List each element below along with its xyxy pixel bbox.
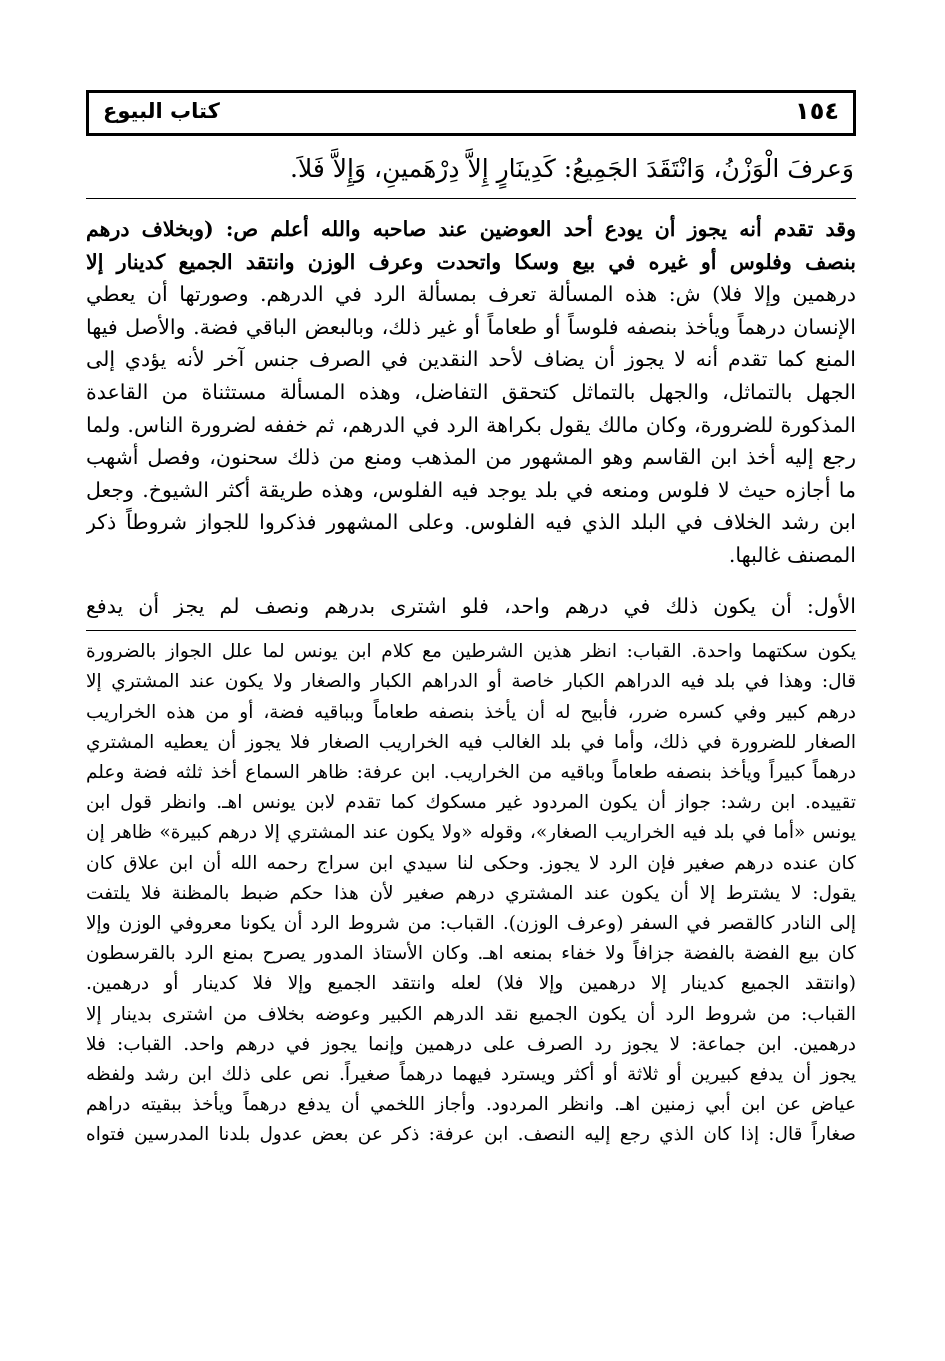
commentary-body [86, 213, 856, 622]
book-title: كتاب البيوع [103, 99, 220, 123]
note-line: درهمين. ابن جماعة: لا يجوز رد الصرف على درهمين وإنما يجوز في درهم واحد. القباب: فلا [86, 1033, 856, 1055]
note-line: يقول: لا يشترط إلا أن يكون عند المشتري درهم صغير لأن هذا حكم ضبط بالمظنة فلا يلتفت [86, 882, 856, 904]
matn-divider [86, 198, 856, 199]
body-line: المذكورة للضرورة، وكان مالك يقول بكراهة الرد في الدرهم، ثم خففه لضرورة الناس. ولما [86, 412, 856, 437]
note-line: صغاراً قال: إذا كان الذي رجع إليه النصف. ابن عرفة: ذكر عن بعض عدول بلدنا المدرسين فتواه [86, 1124, 856, 1146]
matn-line: وَعرفَ الْوَزْنُ، وَانْتَقَدَ الجَمِيعُ: كَدِينَارٍ إِلاَّ دِرْهَمينِ، وَإِلاَّ فَلاَ. [290, 154, 854, 183]
note-line: عياض عن ابن أبي زمنين اهـ. وانظر المردود. وأجاز اللخمي أن يدفع درهماً ويأخذ ببقيته دراهم [86, 1094, 856, 1116]
body-line: المنع كما تقدم أنه لا يجوز أن يضاف لأحد النقدين في الصرف جنس آخر لأنه يؤدي إلى [86, 347, 856, 372]
body-line: درهمين وإلا فلا) ش: هذه المسألة تعرف بمسألة الرد في الدرهم. وصورتها أن يعطي [86, 282, 856, 307]
body-line: ما أجازه حيث لا فلوس ومنعه في بلد يوجد فيه الفلوس، وهذه طريقة أكثر الشيوخ. وجعل [86, 477, 856, 502]
note-line: درهماً كبيراً ويأخذ بنصفه طعاماً وباقيه من الخراريب. ابن عرفة: ظاهر السماع أخذ ثلثه فضة وعلم [86, 761, 856, 783]
note-line: يونس «أما في بلد فيه الخراريب الصغار»، وقوله «ولا يكون عند المشتري إلا درهم كبيرة» ظاهر إن [86, 822, 856, 844]
note-line: يجوز أن يدفع كبيرين أو ثلاثة أو أكثر ويسترد فيهما درهماً صغيراً. نص على ذلك ابن رشد ولفظه [86, 1063, 856, 1085]
body-line: رجع إليه أخذ ابن القاسم وهو المشهور من المذهب ومنع من ذلك سحنون، وفصل أشهب [86, 445, 856, 470]
note-line: إلى النادر كالقصر في السفر (وعرف الوزن). القباب: من شروط الرد أن يكونا معروفي الوزن وإلا [86, 912, 856, 934]
body-line: الجهل بالتماثل، والجهل بالتماثل كتحقق التفاضل، وهذه المسألة مستثناة من القاعدة [86, 379, 856, 404]
body-line: ابن رشد الخلاف في البلد الذي فيه الفلوس. وعلى المشهور فذكروا للجواز شروطاً ذكر [86, 510, 856, 535]
page-header [86, 90, 856, 136]
note-line: درهم كبير وفي كسره ضرر، فأبيح له أن يأخذ بنصفه طعاماً وبباقيه فضة، أو من هذه الخراريب [86, 701, 856, 723]
footnote-divider [86, 630, 856, 631]
note-line: (وانتقد الجميع كدينار إلا درهمين وإلا فلا) لعله وانتقد الجميع وإلا فلا كدينار أو درهمين. [86, 973, 856, 995]
note-line: كان عنده درهم صغير فإن الرد لا يجوز. وحكى لنا سيدي ابن سراج رحمه الله أن ابن علاق كان [86, 852, 856, 874]
note-line: كان بيع الفضة بالفضة جزافاً ولا خفاء بمنعه اهـ. وكان الأستاذ المدور يصرح بمنع الرد بالقرسطون [86, 943, 856, 965]
body-line: المصنف غالبها. [728, 542, 856, 567]
page-number: ١٥٤ [795, 97, 839, 125]
note-line: تقييده. ابن رشد: جواز أن يكون المردود غير مسكوك كما تقدم لابن يونس اهـ. وانظر قول ابن [86, 792, 856, 814]
note-line: يكون سكتهما واحدة. القباب: انظر هذين الشرطين مع كلام ابن يونس لما علل الجواز بالضرورة [86, 641, 856, 663]
note-line: القباب: من شروط الرد أن يكون الجميع نقد الدرهم الكبير وعوضه بخلاف من اشترى بدينار إلا [86, 1003, 856, 1025]
note-line: قال: وهذا في بلد فيه الدراهم الكبار خاصة أو الدراهم الكبار والصغار ولا يكون عند المشتري إلا [86, 671, 856, 693]
body-line: الإنسان درهماً ويأخذ بنصفه فلوساً أو طعاماً أو غير ذلك، وبالبعض الباقي فضة. والأصل فيها [86, 314, 856, 339]
first-condition-line: الأول: أن يكون ذلك في درهم واحد، فلو اشترى بدرهم ونصف لم يجز أن يدفع [86, 593, 856, 618]
body-line: وقد تقدم أنه يجوز أن يودع أحد العوضين عند صاحبه والله أعلم ص: (وبخلاف درهم [86, 217, 856, 241]
page [86, 90, 856, 1350]
note-line: الصغار للضرورة في ذلك، وأما في بلد الغالب فيه الخراريب الصغار فلا يجوز أن يعطيه المشتري [86, 731, 856, 753]
footnotes [86, 637, 856, 1150]
body-line: بنصف وفلوس أو غيره في بيع وسكا واتحدت وعرف الوزن وانتقد الجميع كدينار إلا [86, 249, 856, 274]
